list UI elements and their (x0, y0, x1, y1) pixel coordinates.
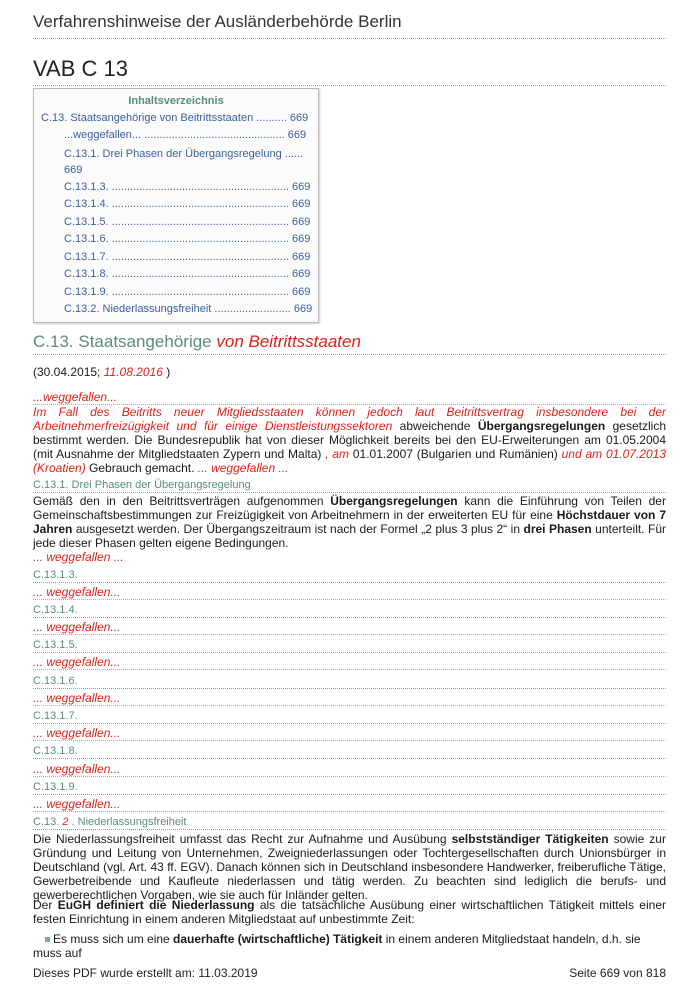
subsection-heading-niederlassung: C.13. 2 . Niederlassungsfreiheit (33, 816, 666, 830)
subsection-text: ... weggefallen... (33, 762, 666, 777)
intro-paragraph: Im Fall des Beitritts neuer Mitgliedsstaaten können jedoch laut Beitrittsvertrag insbesondere bei der Arbeitnehmerfreizügigkeit und für einige Dienstleistungssektoren abweichende Übergangsregelungen gesetzlich bestimmt werden. Die Bundesrepublik hat von dieser Möglichkeit bereits bei den EU-Erweiterungen am 01.05.2004 (mit Ausnahme der Mitgliedstaaten Zypern und Malta) , am 01.01.2007 (Bulgarien und Rumänien) und am 01.07.2013 (Kroatien) Gebrauch gemacht. ... weggefallen ... (33, 405, 667, 475)
toc-link[interactable]: C.13.1.6. .......................................................... 669 (64, 233, 311, 245)
document-header: Verfahrenshinweise der Ausländerbehörde Berlin (33, 12, 666, 39)
subsection-heading: C.13.1.7. (33, 710, 666, 724)
table-of-contents (33, 88, 319, 323)
toc-link[interactable]: C.13.1.7. .......................................................... 669 (64, 251, 311, 263)
intro-weggefallen: ...weggefallen... (33, 390, 666, 405)
revision-dates: (30.04.2015; 11.08.2016 ) (33, 365, 171, 379)
subsection-text: ... weggefallen... (33, 585, 666, 600)
subsection-heading: C.13.1.5. (33, 639, 666, 653)
toc-link[interactable]: C.13.1.8. .......................................................... 669 (64, 268, 311, 280)
phases-weggefallen: ... weggefallen ... (33, 550, 124, 564)
toc-link[interactable]: C.13.1.5. .......................................................... 669 (64, 216, 311, 228)
subsection-text: ... weggefallen... (33, 620, 666, 635)
subsection-heading-phases: C.13.1. Drei Phasen der Übergangsregelung (33, 479, 666, 493)
subsection-heading: C.13.1.4. (33, 604, 666, 618)
niederlassung-paragraph: Die Niederlassungsfreiheit umfasst das Recht zur Aufnahme und Ausübung selbstständiger Tätigkeiten sowie zur Gründung und Leitung von Unternehmen, Zweigniederlassungen oder Tochtergesellschaften durch Unionsbürger in Deutschland (vgl. Art. 43 ff. EGV). Danach können sich in Deutschland insbesondere Handwerker, freiberufliche Tätige, Gewerbetreibende und Kaufleute niederlassen und tätig werden. Zu beachten sind lediglich die berufs- und gewerberechtlichen Vorgaben, wie sie auch für Inländer gelten. (33, 832, 666, 902)
eugh-paragraph: Der EuGH definiert die Niederlassung als die tatsächliche Ausübung einer wirtschaftlichen Tätigkeit mittels einer festen Einrichtung in einem anderen Mitgliedstaat auf unbestimmte Zeit: (33, 898, 666, 926)
toc-link[interactable]: ...weggefallen... .............................................. 669 (64, 129, 307, 141)
footer-created: Dieses PDF wurde erstellt am: 11.03.2019 (33, 966, 258, 980)
bullet-item: Es muss sich um eine dauerhafte (wirtschaftliche) Tätigkeit in einem anderen Mitgliedstaat handeln, d.h. sie muss auf (33, 932, 641, 960)
subsection-heading: C.13.1.9. (33, 781, 666, 795)
subsection-heading: C.13.1.8. (33, 745, 666, 759)
toc-title: Inhaltsverzeichnis (128, 95, 224, 107)
toc-link[interactable]: C.13.1.9. .......................................................... 669 (64, 286, 311, 298)
toc-link[interactable]: C.13.1.3. .......................................................... 669 (64, 181, 311, 193)
bullet-icon (45, 937, 50, 942)
subsection-text: ... weggefallen... (33, 655, 666, 670)
toc-link[interactable]: C.13. Staatsangehörige von Beitrittsstaaten .......... 669 (41, 112, 309, 124)
toc-link[interactable]: C.13.2. Niederlassungsfreiheit ......................... 669 (64, 303, 313, 315)
subsection-text: ... weggefallen... (33, 797, 666, 812)
section-heading: C.13. Staatsangehörige von Beitrittsstaaten (33, 332, 666, 355)
subsection-heading: C.13.1.3. (33, 569, 666, 583)
subsection-text: ... weggefallen... (33, 726, 666, 741)
phases-paragraph: Gemäß den in den Beitrittsverträgen aufgenommen Übergangsregelungen kann die Einführung von Teilen der Gemeinschaftsbestimmungen zur Freizügigkeit von Arbeitnehmern in der erweiterten EU für eine Höchstdauer von 7 Jahren ausgesetzt werden. Der Übergangszeitraum ist nach der Formel „2 plus 3 plus 2“ in drei Phasen unterteilt. Für jede dieser Phasen gelten eigene Bedingungen. (33, 494, 667, 550)
document-title: VAB C 13 (33, 56, 666, 86)
toc-link[interactable]: C.13.1.4. .......................................................... 669 (64, 198, 311, 210)
toc-link[interactable]: C.13.1. Drei Phasen der Übergangsregelung ...... 669 (64, 148, 304, 176)
footer-page-number: Seite 669 von 818 (569, 966, 666, 980)
subsection-heading: C.13.1.6. (33, 675, 666, 689)
subsection-text: ... weggefallen... (33, 691, 666, 706)
